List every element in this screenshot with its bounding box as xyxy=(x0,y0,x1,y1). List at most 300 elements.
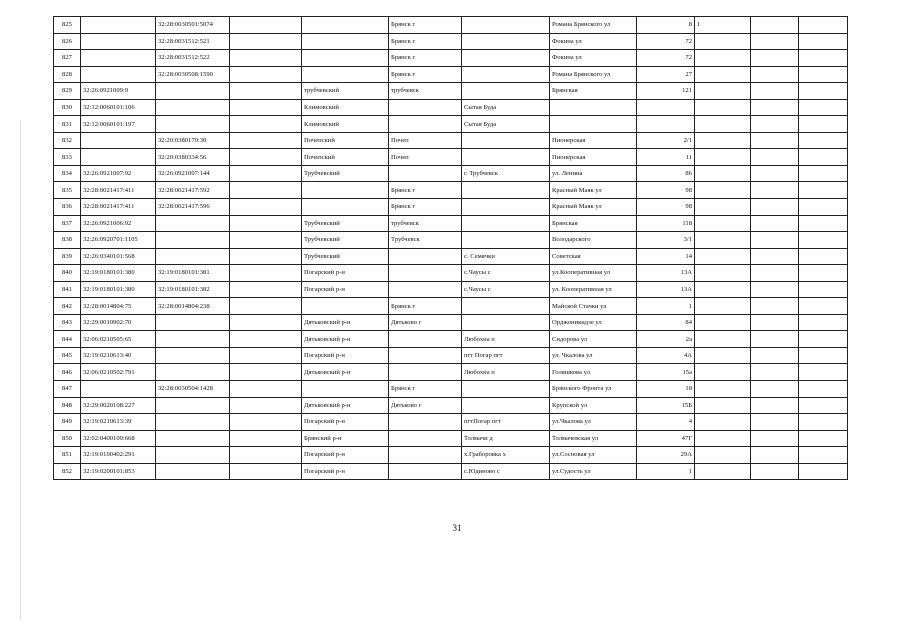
land-cadastral-number-cell: 32:02:0400109:668 xyxy=(81,430,156,447)
settlement-cell: с.Юдиново с xyxy=(462,463,550,480)
row-number-cell: 847 xyxy=(54,381,81,398)
extra-number-cell xyxy=(230,99,302,116)
district-cell xyxy=(302,381,389,398)
street-cell: ул.Сосновая ул xyxy=(550,447,637,464)
city-cell xyxy=(389,116,462,133)
note-cell-b xyxy=(799,347,848,364)
house-number-cell xyxy=(637,116,695,133)
row-number-cell: 850 xyxy=(54,430,81,447)
street-cell xyxy=(550,116,637,133)
table-row xyxy=(54,248,848,265)
district-cell: Погарский р-н xyxy=(302,347,389,364)
land-cadastral-number-cell: 32:26:0920701:1105 xyxy=(81,232,156,249)
extra-number-cell xyxy=(230,298,302,315)
extra-number-cell xyxy=(230,149,302,166)
district-cell xyxy=(302,17,389,34)
note-cell-b xyxy=(799,33,848,50)
house-number-cell: 118 xyxy=(637,215,695,232)
row-number-cell: 829 xyxy=(54,83,81,100)
land-cadastral-number-cell: 32:26:0921009:9 xyxy=(81,83,156,100)
table-row xyxy=(54,298,848,315)
house-number-cell: 98 xyxy=(637,199,695,216)
table-row xyxy=(54,397,848,414)
city-cell: Брянск г xyxy=(389,182,462,199)
building-cadastral-number-cell: 32:28:0031512:521 xyxy=(156,33,230,50)
row-number-cell: 839 xyxy=(54,248,81,265)
street-cell: Брянского Фронта ул xyxy=(550,381,637,398)
note-cell-b xyxy=(799,463,848,480)
district-cell: Погарский р-н xyxy=(302,447,389,464)
note-cell-b xyxy=(799,83,848,100)
district-cell: Трубчевский xyxy=(302,215,389,232)
note-cell-b xyxy=(799,66,848,83)
building-cadastral-number-cell xyxy=(156,364,230,381)
district-cell: Погарский р-н xyxy=(302,265,389,282)
street-cell: Володарского xyxy=(550,232,637,249)
building-cadastral-number-cell xyxy=(156,331,230,348)
street-cell: Красный Маяк ул xyxy=(550,199,637,216)
unit-cell xyxy=(695,165,751,182)
note-cell-a xyxy=(751,414,799,431)
extra-number-cell xyxy=(230,248,302,265)
house-number-cell: 11 xyxy=(637,149,695,166)
land-cadastral-number-cell: 32:19:0200101:853 xyxy=(81,463,156,480)
row-number-cell: 846 xyxy=(54,364,81,381)
city-cell: Почеп xyxy=(389,132,462,149)
row-number-cell: 845 xyxy=(54,347,81,364)
building-cadastral-number-cell xyxy=(156,99,230,116)
extra-number-cell xyxy=(230,430,302,447)
house-number-cell: 27 xyxy=(637,66,695,83)
table-row xyxy=(54,33,848,50)
row-number-cell: 825 xyxy=(54,17,81,34)
city-cell xyxy=(389,414,462,431)
district-cell: Погарский р-н xyxy=(302,414,389,431)
district-cell xyxy=(302,199,389,216)
land-cadastral-number-cell: 32:06:0210502:791 xyxy=(81,364,156,381)
settlement-cell xyxy=(462,33,550,50)
settlement-cell xyxy=(462,182,550,199)
city-cell: Брянск г xyxy=(389,381,462,398)
note-cell-a xyxy=(751,430,799,447)
settlement-cell xyxy=(462,199,550,216)
settlement-cell: г. Трубчевск xyxy=(462,165,550,182)
land-cadastral-number-cell: 32:19:0100402:291 xyxy=(81,447,156,464)
note-cell-a xyxy=(751,132,799,149)
table-row xyxy=(54,381,848,398)
note-cell-b xyxy=(799,248,848,265)
settlement-cell: Сытая Буда xyxy=(462,99,550,116)
unit-cell xyxy=(695,248,751,265)
land-cadastral-number-cell xyxy=(81,50,156,67)
building-cadastral-number-cell xyxy=(156,248,230,265)
city-cell xyxy=(389,364,462,381)
district-cell xyxy=(302,182,389,199)
row-number-cell: 843 xyxy=(54,314,81,331)
district-cell: Дятьковский р-н xyxy=(302,364,389,381)
building-cadastral-number-cell: 32:28:0030508:1590 xyxy=(156,66,230,83)
unit-cell: 1 xyxy=(695,17,751,34)
row-number-cell: 842 xyxy=(54,298,81,315)
unit-cell xyxy=(695,33,751,50)
settlement-cell xyxy=(462,132,550,149)
house-number-cell: 47Г xyxy=(637,430,695,447)
scan-edge-shadow xyxy=(20,120,21,620)
table-row xyxy=(54,132,848,149)
land-cadastral-number-cell xyxy=(81,149,156,166)
note-cell-b xyxy=(799,215,848,232)
row-number-cell: 837 xyxy=(54,215,81,232)
land-cadastral-number-cell: 32:26:0921007:92 xyxy=(81,165,156,182)
city-cell: Почеп xyxy=(389,149,462,166)
building-cadastral-number-cell: 32:28:0031512:522 xyxy=(156,50,230,67)
note-cell-a xyxy=(751,298,799,315)
table-row xyxy=(54,430,848,447)
table-row xyxy=(54,199,848,216)
note-cell-b xyxy=(799,314,848,331)
land-cadastral-number-cell xyxy=(81,66,156,83)
district-cell: Погарский р-н xyxy=(302,463,389,480)
unit-cell xyxy=(695,314,751,331)
unit-cell xyxy=(695,331,751,348)
district-cell: Дятьковский р-н xyxy=(302,397,389,414)
note-cell-a xyxy=(751,381,799,398)
unit-cell xyxy=(695,199,751,216)
property-registry-table xyxy=(53,16,848,480)
house-number-cell: 29А xyxy=(637,447,695,464)
building-cadastral-number-cell xyxy=(156,215,230,232)
row-number-cell: 844 xyxy=(54,331,81,348)
building-cadastral-number-cell: 32:19:0180101:382 xyxy=(156,281,230,298)
land-cadastral-number-cell: 32:28:0021417:411 xyxy=(81,199,156,216)
district-cell: Погарский р-н xyxy=(302,281,389,298)
note-cell-b xyxy=(799,414,848,431)
row-number-cell: 833 xyxy=(54,149,81,166)
table-row xyxy=(54,331,848,348)
street-cell: Крупской ул xyxy=(550,397,637,414)
note-cell-b xyxy=(799,165,848,182)
extra-number-cell xyxy=(230,50,302,67)
note-cell-a xyxy=(751,199,799,216)
unit-cell xyxy=(695,116,751,133)
table-row xyxy=(54,314,848,331)
table-row xyxy=(54,182,848,199)
row-number-cell: 835 xyxy=(54,182,81,199)
settlement-cell xyxy=(462,215,550,232)
note-cell-a xyxy=(751,50,799,67)
unit-cell xyxy=(695,182,751,199)
note-cell-a xyxy=(751,33,799,50)
city-cell xyxy=(389,447,462,464)
table-row xyxy=(54,447,848,464)
building-cadastral-number-cell: 32:20:0380170:30 xyxy=(156,132,230,149)
settlement-cell: х.Граборовка х xyxy=(462,447,550,464)
table-row xyxy=(54,265,848,282)
settlement-cell xyxy=(462,17,550,34)
city-cell xyxy=(389,463,462,480)
row-number-cell: 830 xyxy=(54,99,81,116)
house-number-cell: 14 xyxy=(637,248,695,265)
unit-cell xyxy=(695,132,751,149)
district-cell: Трубчевский xyxy=(302,248,389,265)
house-number-cell: 8 xyxy=(637,17,695,34)
page-number: 31 xyxy=(452,523,462,533)
house-number-cell: 13А xyxy=(637,281,695,298)
street-cell: Брянская xyxy=(550,83,637,100)
house-number-cell: 98 xyxy=(637,182,695,199)
table-row xyxy=(54,232,848,249)
house-number-cell: 2а xyxy=(637,331,695,348)
extra-number-cell xyxy=(230,347,302,364)
house-number-cell: 1 xyxy=(637,298,695,315)
settlement-cell xyxy=(462,83,550,100)
city-cell xyxy=(389,165,462,182)
table-row xyxy=(54,165,848,182)
land-cadastral-number-cell xyxy=(81,132,156,149)
street-cell: Пионерская xyxy=(550,132,637,149)
building-cadastral-number-cell: 32:28:0021417:596 xyxy=(156,199,230,216)
note-cell-a xyxy=(751,281,799,298)
house-number-cell: 15а xyxy=(637,364,695,381)
row-number-cell: 838 xyxy=(54,232,81,249)
land-cadastral-number-cell: 32:26:0340101:568 xyxy=(81,248,156,265)
unit-cell xyxy=(695,66,751,83)
settlement-cell: с. Семячки xyxy=(462,248,550,265)
extra-number-cell xyxy=(230,33,302,50)
district-cell: Дятьковский р-н xyxy=(302,331,389,348)
city-cell: трубчевск xyxy=(389,83,462,100)
note-cell-a xyxy=(751,265,799,282)
table-row xyxy=(54,364,848,381)
extra-number-cell xyxy=(230,199,302,216)
note-cell-a xyxy=(751,165,799,182)
city-cell: Дятьково г xyxy=(389,314,462,331)
city-cell xyxy=(389,281,462,298)
note-cell-a xyxy=(751,116,799,133)
note-cell-b xyxy=(799,132,848,149)
building-cadastral-number-cell xyxy=(156,83,230,100)
note-cell-a xyxy=(751,447,799,464)
note-cell-a xyxy=(751,397,799,414)
city-cell xyxy=(389,265,462,282)
land-cadastral-number-cell: 32:29:0010902:70 xyxy=(81,314,156,331)
street-cell: Романа Брянского ул xyxy=(550,17,637,34)
extra-number-cell xyxy=(230,447,302,464)
district-cell: трубчевский xyxy=(302,83,389,100)
unit-cell xyxy=(695,149,751,166)
settlement-cell xyxy=(462,314,550,331)
note-cell-b xyxy=(799,199,848,216)
district-cell: Трубчевский xyxy=(302,232,389,249)
district-cell: Брянский р-н xyxy=(302,430,389,447)
city-cell: Брянск г xyxy=(389,66,462,83)
settlement-cell: пгтПогар пгт xyxy=(462,414,550,431)
extra-number-cell xyxy=(230,165,302,182)
street-cell: Романа Брянского ул xyxy=(550,66,637,83)
settlement-cell: с.Чаусы с xyxy=(462,281,550,298)
unit-cell xyxy=(695,414,751,431)
unit-cell xyxy=(695,447,751,464)
building-cadastral-number-cell: 32:28:0030501:5074 xyxy=(156,17,230,34)
city-cell: Брянск г xyxy=(389,17,462,34)
table-row xyxy=(54,17,848,34)
land-cadastral-number-cell xyxy=(81,33,156,50)
row-number-cell: 836 xyxy=(54,199,81,216)
note-cell-b xyxy=(799,17,848,34)
settlement-cell: Любохна п xyxy=(462,364,550,381)
street-cell: ул. Ленина xyxy=(550,165,637,182)
street-cell xyxy=(550,99,637,116)
street-cell: ул.Судость ул xyxy=(550,463,637,480)
street-cell: ул.Чкалова ул xyxy=(550,414,637,431)
row-number-cell: 834 xyxy=(54,165,81,182)
row-number-cell: 852 xyxy=(54,463,81,480)
row-number-cell: 851 xyxy=(54,447,81,464)
unit-cell xyxy=(695,397,751,414)
note-cell-b xyxy=(799,397,848,414)
building-cadastral-number-cell: 32:28:0030504:1428 xyxy=(156,381,230,398)
unit-cell xyxy=(695,265,751,282)
district-cell: Климовский xyxy=(302,116,389,133)
building-cadastral-number-cell: 32:19:0180101:381 xyxy=(156,265,230,282)
land-cadastral-number-cell: 32:29:0020108:227 xyxy=(81,397,156,414)
unit-cell xyxy=(695,430,751,447)
district-cell: Дятьковский р-н xyxy=(302,314,389,331)
city-cell: Дятьково г xyxy=(389,397,462,414)
street-cell: ул.Кооперативная ул xyxy=(550,265,637,282)
district-cell: Климовский xyxy=(302,99,389,116)
land-cadastral-number-cell xyxy=(81,381,156,398)
note-cell-a xyxy=(751,99,799,116)
street-cell: Советская xyxy=(550,248,637,265)
settlement-cell xyxy=(462,232,550,249)
street-cell: Орджоникидзе ул xyxy=(550,314,637,331)
extra-number-cell xyxy=(230,364,302,381)
note-cell-a xyxy=(751,232,799,249)
building-cadastral-number-cell xyxy=(156,463,230,480)
land-cadastral-number-cell xyxy=(81,17,156,34)
street-cell: Сидорова ул xyxy=(550,331,637,348)
street-cell: Майской Стачки ул xyxy=(550,298,637,315)
note-cell-b xyxy=(799,364,848,381)
land-cadastral-number-cell: 32:28:0014804:75 xyxy=(81,298,156,315)
unit-cell xyxy=(695,99,751,116)
note-cell-a xyxy=(751,17,799,34)
note-cell-a xyxy=(751,66,799,83)
note-cell-b xyxy=(799,430,848,447)
unit-cell xyxy=(695,463,751,480)
table-row xyxy=(54,50,848,67)
building-cadastral-number-cell: 32:28:0014804:238 xyxy=(156,298,230,315)
house-number-cell: 15Б xyxy=(637,397,695,414)
table-row xyxy=(54,66,848,83)
house-number-cell xyxy=(637,99,695,116)
row-number-cell: 848 xyxy=(54,397,81,414)
land-cadastral-number-cell: 32:19:0210613:39 xyxy=(81,414,156,431)
unit-cell xyxy=(695,215,751,232)
extra-number-cell xyxy=(230,66,302,83)
building-cadastral-number-cell xyxy=(156,447,230,464)
note-cell-b xyxy=(799,331,848,348)
land-cadastral-number-cell: 32:12:0060101:106 xyxy=(81,99,156,116)
note-cell-b xyxy=(799,281,848,298)
city-cell: Брянск г xyxy=(389,298,462,315)
city-cell: Брянск г xyxy=(389,50,462,67)
settlement-cell xyxy=(462,397,550,414)
settlement-cell xyxy=(462,66,550,83)
house-number-cell: 4 xyxy=(637,414,695,431)
city-cell: трубчевск xyxy=(389,215,462,232)
row-number-cell: 849 xyxy=(54,414,81,431)
house-number-cell: 13А xyxy=(637,265,695,282)
note-cell-a xyxy=(751,149,799,166)
city-cell xyxy=(389,331,462,348)
unit-cell xyxy=(695,281,751,298)
district-cell: Почепский xyxy=(302,149,389,166)
note-cell-b xyxy=(799,99,848,116)
land-cadastral-number-cell: 32:28:0021417:411 xyxy=(81,182,156,199)
table-row xyxy=(54,99,848,116)
extra-number-cell xyxy=(230,83,302,100)
city-cell: Брянск г xyxy=(389,199,462,216)
note-cell-a xyxy=(751,83,799,100)
land-cadastral-number-cell: 32:26:0921006:92 xyxy=(81,215,156,232)
settlement-cell xyxy=(462,50,550,67)
unit-cell xyxy=(695,364,751,381)
extra-number-cell xyxy=(230,381,302,398)
street-cell: Голяшкова ул xyxy=(550,364,637,381)
district-cell: Трубчевский xyxy=(302,165,389,182)
table-row xyxy=(54,347,848,364)
table-row xyxy=(54,281,848,298)
settlement-cell xyxy=(462,381,550,398)
city-cell xyxy=(389,430,462,447)
land-cadastral-number-cell: 32:06:0210505:65 xyxy=(81,331,156,348)
row-number-cell: 828 xyxy=(54,66,81,83)
note-cell-a xyxy=(751,463,799,480)
district-cell xyxy=(302,298,389,315)
unit-cell xyxy=(695,50,751,67)
street-cell: ул. Кооперативная ул xyxy=(550,281,637,298)
district-cell xyxy=(302,66,389,83)
row-number-cell: 832 xyxy=(54,132,81,149)
city-cell xyxy=(389,99,462,116)
house-number-cell: 4А xyxy=(637,347,695,364)
house-number-cell: 72 xyxy=(637,50,695,67)
row-number-cell: 841 xyxy=(54,281,81,298)
note-cell-a xyxy=(751,248,799,265)
building-cadastral-number-cell xyxy=(156,414,230,431)
table-body xyxy=(54,17,848,480)
unit-cell xyxy=(695,381,751,398)
land-cadastral-number-cell: 32:19:0210613:40 xyxy=(81,347,156,364)
table-row xyxy=(54,414,848,431)
extra-number-cell xyxy=(230,182,302,199)
extra-number-cell xyxy=(230,232,302,249)
building-cadastral-number-cell xyxy=(156,314,230,331)
note-cell-b xyxy=(799,381,848,398)
house-number-cell: 72 xyxy=(637,33,695,50)
row-number-cell: 840 xyxy=(54,265,81,282)
building-cadastral-number-cell: 32:28:0021417:592 xyxy=(156,182,230,199)
table-row xyxy=(54,83,848,100)
land-cadastral-number-cell: 32:19:0180101:380 xyxy=(81,281,156,298)
building-cadastral-number-cell xyxy=(156,397,230,414)
land-cadastral-number-cell: 32:19:0180101:380 xyxy=(81,265,156,282)
building-cadastral-number-cell xyxy=(156,116,230,133)
settlement-cell xyxy=(462,298,550,315)
row-number-cell: 831 xyxy=(54,116,81,133)
